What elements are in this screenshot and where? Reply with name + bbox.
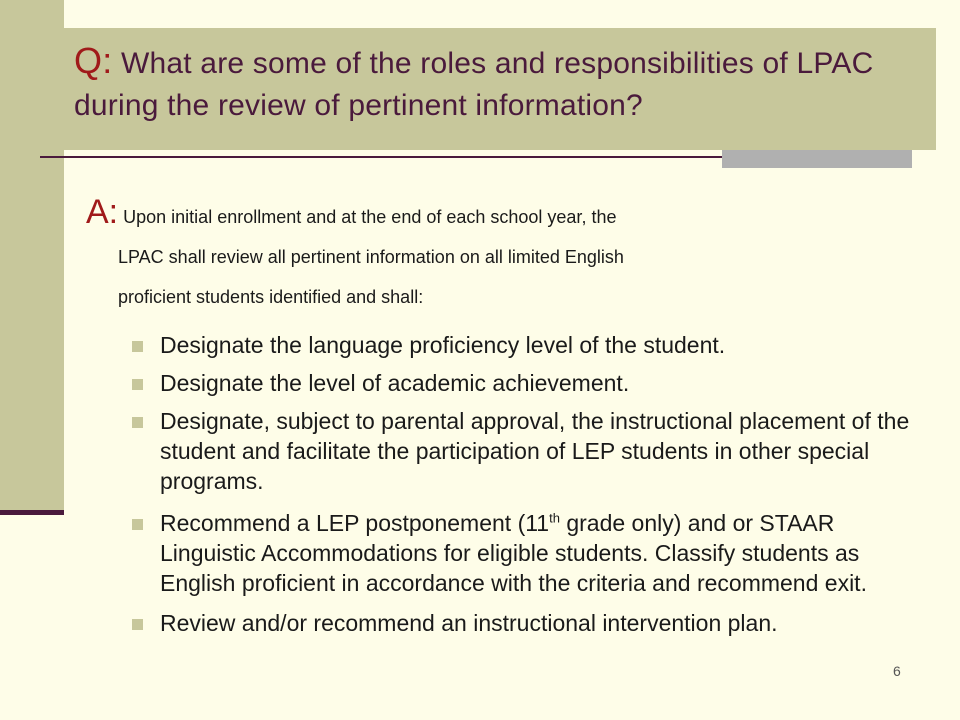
answer-intro [86, 192, 906, 317]
answer-prefix: A: [86, 193, 119, 231]
bullet-square-icon [132, 619, 143, 630]
list-item [132, 368, 922, 398]
list-item-text: Designate the language proficiency level of the student. [160, 332, 726, 358]
left-accent-bar [0, 0, 64, 512]
bullet-square-icon [132, 519, 143, 530]
answer-text-1: Upon initial enrollment and at the end of each school year, the [123, 207, 617, 227]
answer-line-1 [86, 192, 906, 237]
divider-block [722, 150, 912, 168]
bullet-square-icon [132, 417, 143, 428]
superscript-th: th [549, 510, 560, 526]
answer-line-3: proficient students identified and shall: [118, 287, 424, 307]
bullet-square-icon [132, 341, 143, 352]
list-item-text: Designate, subject to parental approval, the instructional placement of the student and facilitate the participation of LEP students in other special programs. [160, 408, 910, 494]
list-item-text: Review and/or recommend an instructional intervention plan. [160, 610, 778, 636]
list-item [132, 406, 922, 496]
question-prefix: Q: [74, 40, 113, 81]
list-item [132, 508, 922, 598]
list-item-text-part-2: grade only) and or STAAR Linguistic Accommodations for eligible students. Classify students as English proficient in accordance with the criteria and recommend exit. [160, 510, 867, 596]
list-item [132, 608, 922, 638]
left-accent-line [0, 510, 64, 515]
list-item-text: Designate the level of academic achievement. [160, 370, 630, 396]
question-text: What are some of the roles and responsibilities of LPAC during the review of pertinent information? [74, 47, 874, 122]
page-number: 6 [893, 663, 901, 679]
bullet-square-icon [132, 379, 143, 390]
responsibility-list [132, 330, 922, 638]
list-item [132, 330, 922, 360]
answer-line-2: LPAC shall review all pertinent information on all limited English [118, 247, 624, 267]
list-item-text-part-1: Recommend a LEP postponement (11 [160, 510, 550, 536]
slide-title [74, 40, 934, 127]
